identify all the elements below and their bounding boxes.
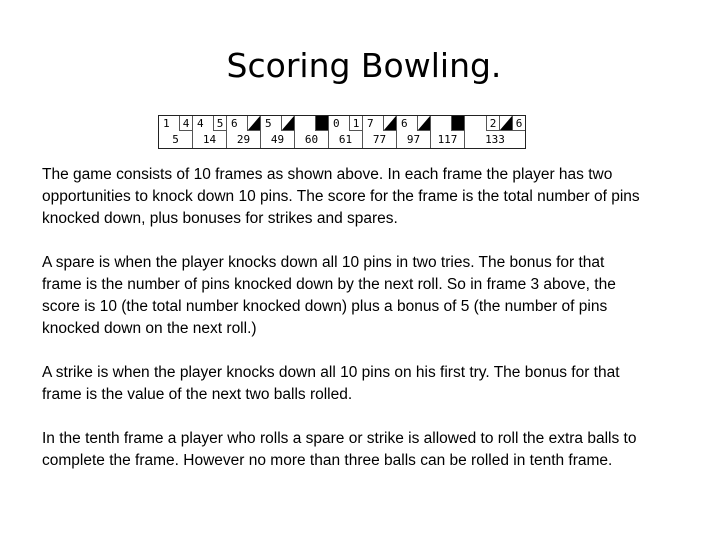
roll-1: 6 [401,117,408,130]
slide-title: Scoring Bowling. [226,46,502,85]
roll-2 [451,116,464,131]
roll-2: 4 [179,116,192,131]
frame-7 [363,116,397,148]
spare-mark-icon [384,116,396,130]
frame-rolls [363,116,396,132]
frame-score: 61 [338,133,353,146]
frame-rolls [227,116,260,132]
paragraph-tenth-frame: In the tenth frame a player who rolls a spare or strike is allowed to roll the extra balls to complete the frame. However no more than three balls can be rolled in tenth frame. [42,430,637,469]
frame-rolls [295,116,328,132]
roll-2 [247,116,260,131]
roll-1 [295,116,315,131]
roll-1: 0 [333,117,340,130]
frame-4 [261,116,295,148]
roll-1: 4 [197,117,204,130]
frame-score: 97 [406,133,421,146]
paragraph-strike: A strike is when the player knocks down all 10 pins on his first try. The bonus for that frame is the value of the next two balls rolled. [42,364,620,403]
bowling-scorecard [158,115,526,149]
frame-score: 133 [485,133,505,146]
frame-rolls [261,116,294,132]
frame-8 [397,116,431,148]
frame-2 [193,116,227,148]
spare-mark-icon [248,116,260,130]
frame-score: 29 [236,133,251,146]
roll-2 [315,116,328,131]
roll-2: 1 [349,116,362,131]
frame-rolls [397,116,430,132]
frame-rolls [193,116,226,132]
roll-3: 6 [512,116,525,131]
slide-body [42,164,642,472]
frame-9 [431,116,465,148]
frame-rolls [329,116,362,132]
roll-1: 6 [231,117,238,130]
frame-score: 117 [437,133,458,146]
roll-1: 7 [367,117,374,130]
roll-2 [499,116,512,131]
frame-rolls [465,116,525,132]
frame-5 [295,116,329,148]
paragraph-frames: The game consists of 10 frames as shown above. In each frame the player has two opportunities to knock down 10 pins. The score for the frame is the total number of pins knocked down, plus bonuses for strikes and spares. [42,166,640,227]
spare-mark-icon [418,116,430,130]
roll-1: 5 [265,117,272,130]
frame-rolls [431,116,464,132]
paragraph-spare: A spare is when the player knocks down all 10 pins in two tries. The bonus for that frame is the number of pins knocked down by the next roll. So in frame 3 above, the score is 10 (the total number knocked down) plus a bonus of 5 (the number of pins knocked down on the next roll.) [42,254,616,337]
roll-1: 2 [486,116,499,131]
frame-score: 5 [172,133,179,146]
frame-score: 14 [202,133,217,146]
roll-2 [417,116,430,131]
frame-10 [465,116,525,148]
roll-2: 5 [213,116,226,131]
roll-2 [281,116,294,131]
strike-mark-icon [452,116,464,130]
frame-score: 60 [304,133,319,146]
strike-mark-icon [316,116,328,130]
spare-mark-icon [282,116,294,130]
roll-1: 1 [163,117,170,130]
frame-rolls [159,116,192,132]
roll-2 [383,116,396,131]
roll-1 [431,116,451,131]
frame-score: 77 [372,133,387,146]
frame-6 [329,116,363,148]
frame-1 [159,116,193,148]
frame-3 [227,116,261,148]
spare-mark-icon [500,116,512,130]
frame-score: 49 [270,133,285,146]
